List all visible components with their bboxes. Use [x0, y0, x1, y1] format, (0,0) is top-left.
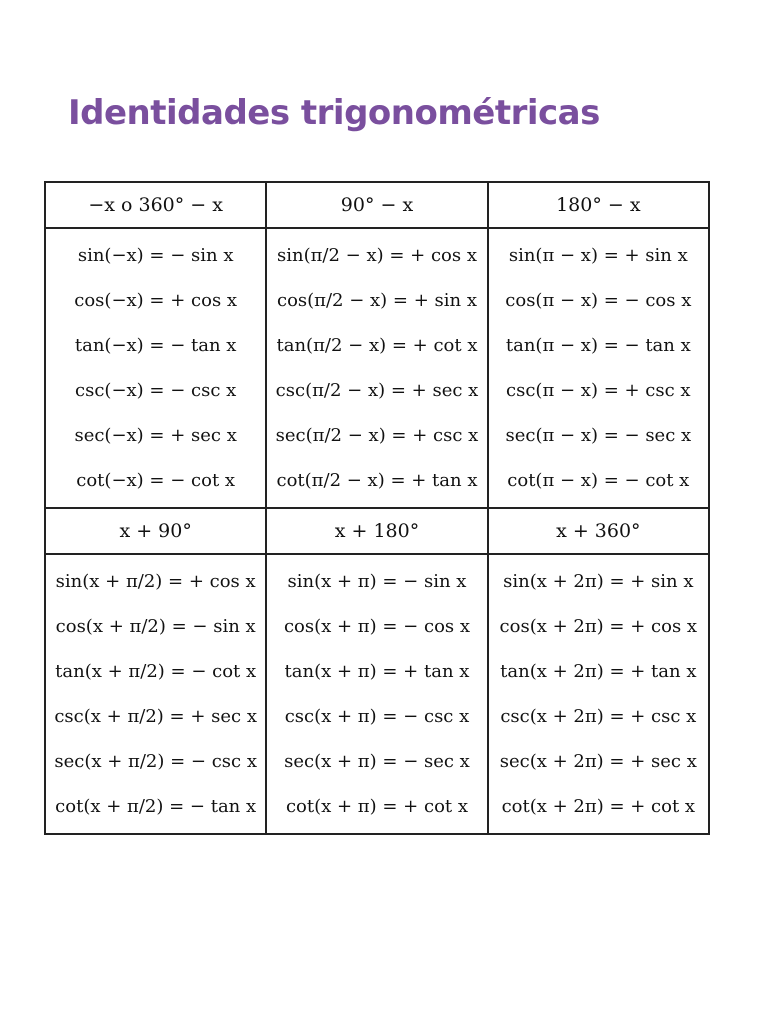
identity-formula: sin(π/2 − x) = + cos x — [276, 245, 477, 266]
column-header: x + 180° — [265, 509, 486, 553]
identity-formula: sec(x + π/2) = − csc x — [54, 751, 257, 772]
identity-formula: csc(π − x) = + csc x — [506, 380, 691, 401]
identity-formula: sec(x + 2π) = + sec x — [499, 751, 697, 772]
identity-formula: tan(−x) = − tan x — [74, 335, 237, 356]
identity-formula: csc(x + π/2) = + sec x — [54, 706, 257, 727]
column-header: x + 360° — [487, 509, 708, 553]
identity-formula: sec(x + π) = − sec x — [284, 751, 470, 772]
header-row — [46, 509, 708, 555]
identity-formula: cos(π − x) = − cos x — [505, 290, 692, 311]
column-header: 180° − x — [487, 183, 708, 227]
formula-row — [46, 555, 708, 833]
identity-formula: sec(−x) = + sec x — [74, 425, 237, 446]
identity-formula: cos(π/2 − x) = + sin x — [276, 290, 477, 311]
identity-formula: sin(π − x) = + sin x — [508, 245, 688, 266]
formula-column — [487, 229, 708, 507]
header-row — [46, 183, 708, 229]
formula-column — [487, 555, 708, 833]
formula-column — [265, 555, 486, 833]
identity-formula: cos(x + π/2) = − sin x — [55, 616, 256, 637]
identity-formula: cot(x + 2π) = + cot x — [501, 796, 696, 817]
identity-formula: csc(π/2 − x) = + sec x — [275, 380, 479, 401]
table-section-1 — [46, 183, 708, 507]
identity-formula: sin(x + π) = − sin x — [287, 571, 467, 592]
identity-formula: cos(x + π) = − cos x — [283, 616, 471, 637]
identity-formula: cos(x + 2π) = + cos x — [499, 616, 698, 637]
formula-column — [265, 229, 486, 507]
identity-formula: cot(−x) = − cot x — [76, 470, 236, 491]
column-header: −x o 360° − x — [88, 194, 223, 216]
formula-row — [46, 229, 708, 507]
identity-formula: cot(x + π/2) = − tan x — [55, 796, 257, 817]
identity-formula: cot(π − x) = − cot x — [507, 470, 690, 491]
formula-column — [46, 555, 265, 833]
formula-column — [46, 229, 265, 507]
identity-formula: tan(x + π) = + tan x — [284, 661, 470, 682]
identity-formula: csc(−x) = − csc x — [75, 380, 237, 401]
identity-formula: tan(x + π/2) = − cot x — [55, 661, 257, 682]
identity-formula: csc(x + π) = − csc x — [284, 706, 470, 727]
identity-formula: tan(x + 2π) = + tan x — [500, 661, 697, 682]
column-header: x + 90° — [119, 520, 192, 542]
identity-formula: cot(x + π) = + cot x — [285, 796, 469, 817]
identity-formula: csc(x + 2π) = + csc x — [500, 706, 697, 727]
identity-formula: sec(π/2 − x) = + csc x — [275, 425, 479, 446]
identity-formula: cos(−x) = + cos x — [74, 290, 238, 311]
column-header: 90° − x — [265, 183, 486, 227]
identity-formula: tan(π − x) = − tan x — [505, 335, 691, 356]
identity-formula: sin(x + π/2) = + cos x — [55, 571, 256, 592]
identity-formula: sec(π − x) = − sec x — [505, 425, 692, 446]
identity-formula: cot(π/2 − x) = + tan x — [276, 470, 478, 491]
identity-formula: tan(π/2 − x) = + cot x — [276, 335, 478, 356]
identity-formula: sin(−x) = − sin x — [77, 245, 234, 266]
table-section-2 — [46, 507, 708, 833]
identity-formula: sin(x + 2π) = + sin x — [503, 571, 694, 592]
identities-table — [44, 181, 710, 835]
page-title: Identidades trigonométricas — [68, 93, 600, 133]
